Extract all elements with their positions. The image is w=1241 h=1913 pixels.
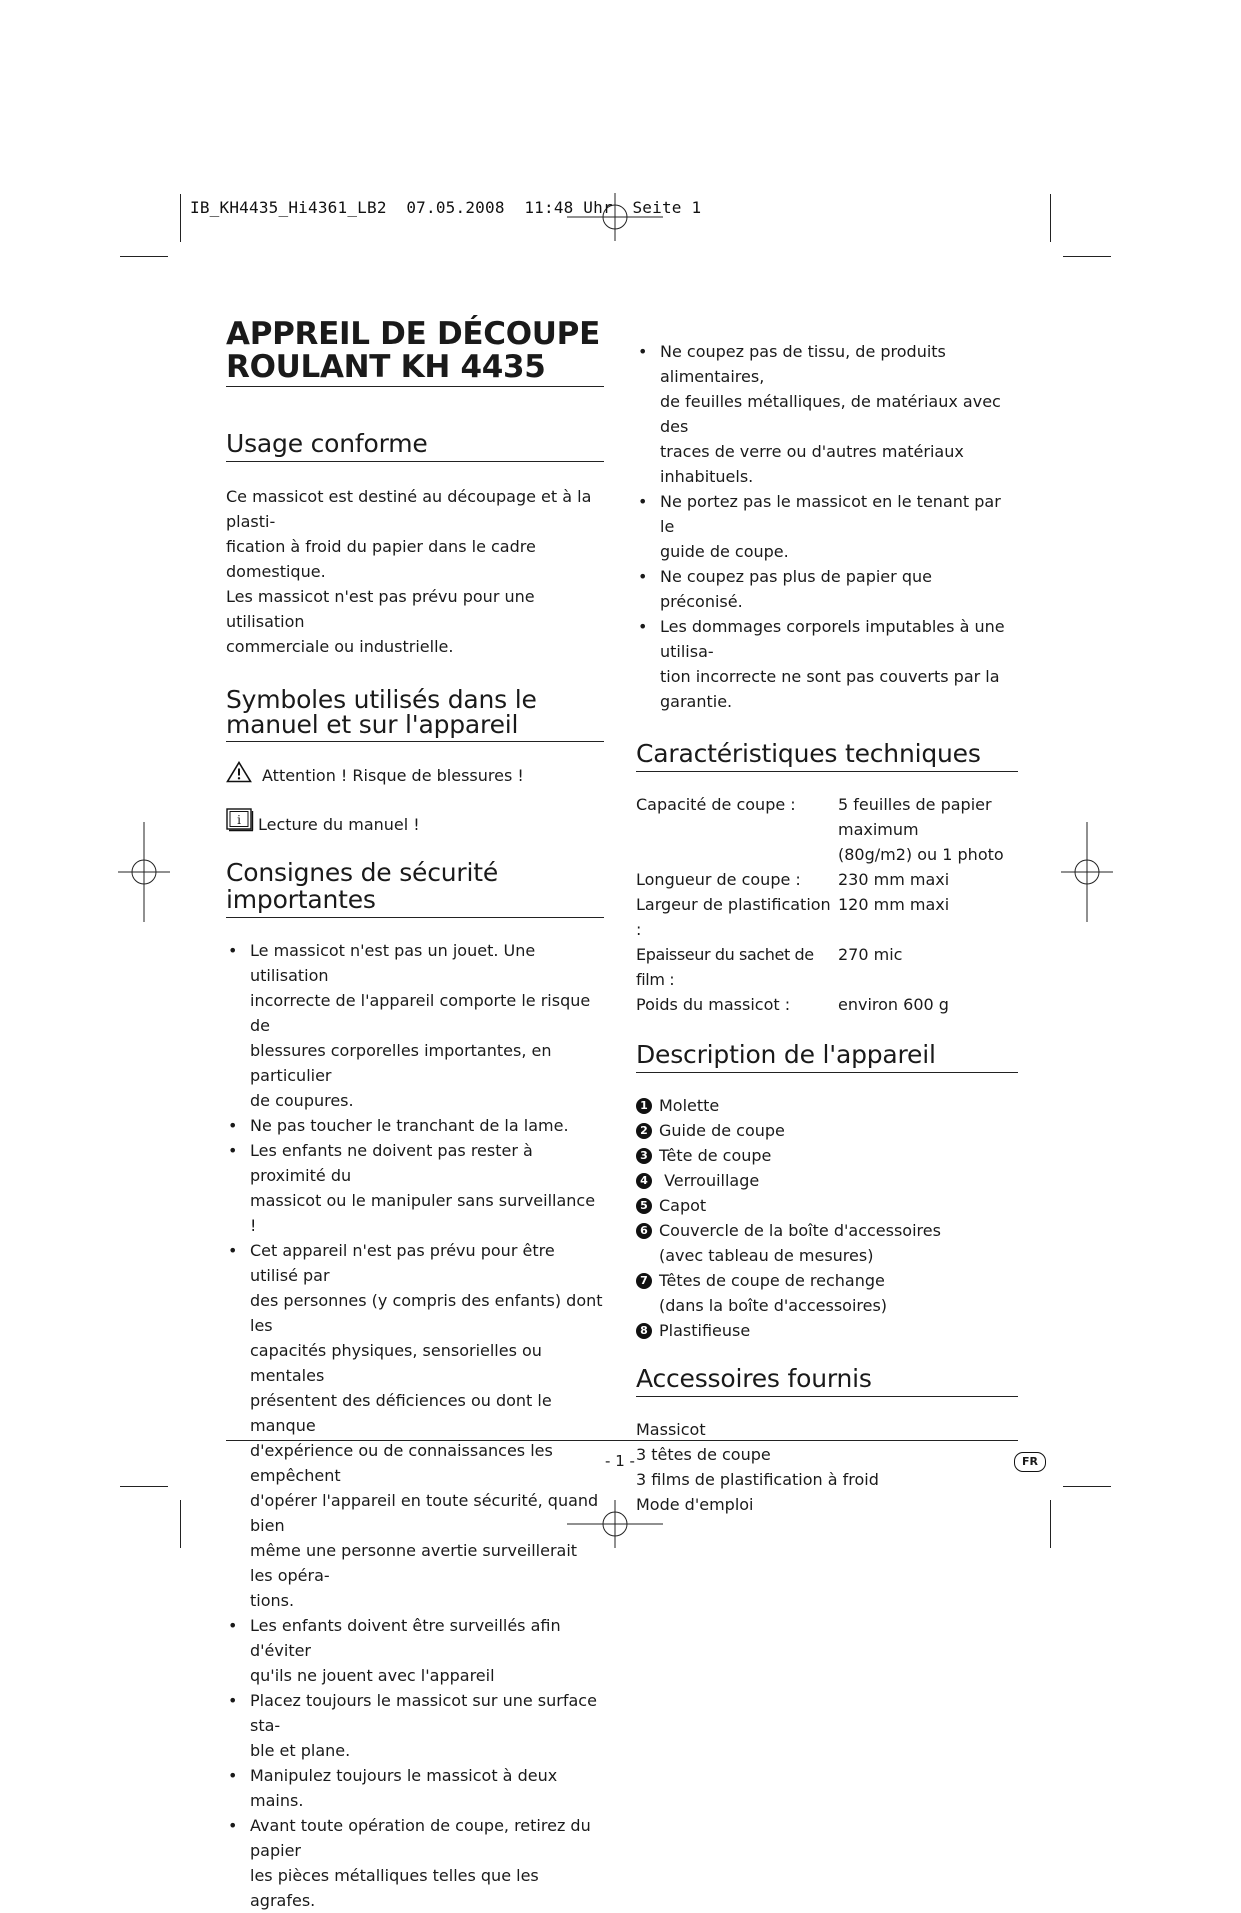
list-item xyxy=(636,1093,1018,1118)
description-list xyxy=(636,1093,1018,1343)
crop-mark xyxy=(180,194,181,242)
list-item xyxy=(636,339,1018,489)
manual-info-icon xyxy=(226,808,254,832)
list-item xyxy=(636,564,1018,614)
text-line: • Ne coupez pas plus de papier que préconisé. xyxy=(660,567,932,611)
section-heading-safety: Consignes de sécurité importantes xyxy=(226,859,604,918)
text-line: 120 mm maxi xyxy=(838,895,950,914)
list-item xyxy=(636,1118,1018,1143)
warning-triangle-icon xyxy=(226,761,252,783)
list-item xyxy=(226,1138,604,1238)
text-line: capacités physiques, sensorielles ou mentales xyxy=(250,1341,542,1385)
spec-value xyxy=(838,942,1004,992)
text-line: tions. xyxy=(250,1591,295,1610)
text-line: Têtes de coupe de rechange xyxy=(659,1271,885,1290)
table-row xyxy=(636,892,1004,942)
list-item: 3 têtes de coupe xyxy=(636,1445,771,1464)
text-line: 230 mm maxi xyxy=(838,870,950,889)
number-badge: 2 xyxy=(636,1123,652,1139)
text-line: d'opérer l'appareil en toute sécurité, quand bien xyxy=(250,1491,599,1535)
text-line: • Les dommages corporels imputables à une utilisa- xyxy=(660,617,1005,661)
number-badge: 5 xyxy=(636,1198,652,1214)
list-item xyxy=(636,1193,1018,1218)
text-line: Capot xyxy=(659,1196,707,1215)
spec-label: Poids du massicot : xyxy=(636,995,791,1014)
list-item: Mode d'emploi xyxy=(636,1495,754,1514)
left-column xyxy=(226,318,604,1913)
spec-value xyxy=(838,867,1004,892)
text-line: tion incorrecte ne sont pas couverts par la garantie. xyxy=(660,667,1000,711)
list-item xyxy=(636,1268,1018,1318)
spec-value xyxy=(838,792,1004,867)
text-line: Tête de coupe xyxy=(659,1146,772,1165)
list-item xyxy=(226,1113,604,1138)
spec-value xyxy=(838,992,1004,1017)
text-line: • Ne coupez pas de tissu, de produits alimentaires, xyxy=(660,342,946,386)
number-badge: 3 xyxy=(636,1148,652,1164)
usage-paragraph xyxy=(226,484,604,659)
text-line: des personnes (y compris des enfants) dont les xyxy=(250,1291,603,1335)
text-line: • Le massicot n'est pas un jouet. Une utilisation xyxy=(250,941,536,985)
list-item xyxy=(636,489,1018,564)
text-line: blessures corporelles importantes, en particulier xyxy=(250,1041,552,1085)
text-line: • Ne pas toucher le tranchant de la lame. xyxy=(250,1116,569,1135)
list-item xyxy=(226,1813,604,1913)
text-line: • Manipulez toujours le massicot à deux mains. xyxy=(250,1766,558,1810)
list-item: 3 films de plastification à froid xyxy=(636,1470,879,1489)
accessories-list xyxy=(636,1417,1018,1517)
text-line: commerciale ou industrielle. xyxy=(226,637,454,656)
warning-symbol-row xyxy=(226,760,604,788)
text-line: 5 feuilles de papier xyxy=(838,795,992,814)
text-line: qu'ils ne jouent avec l'appareil xyxy=(250,1666,495,1685)
list-item xyxy=(636,1143,1018,1168)
number-badge: 8 xyxy=(636,1323,652,1339)
text-line: • Ne portez pas le massicot en le tenant par le xyxy=(660,492,1001,536)
manual-symbol-text: Lecture du manuel ! xyxy=(258,815,420,834)
registration-mark-left xyxy=(118,822,170,922)
warning-symbol-text: Attention ! Risque de blessures ! xyxy=(262,766,524,785)
safety-list-continued xyxy=(636,339,1018,714)
text-line: Plastifieuse xyxy=(659,1321,751,1340)
text-line: fication à froid du papier dans le cadre domestique. xyxy=(226,537,536,581)
text-line: présentent des déficiences ou dont le manque xyxy=(250,1391,552,1435)
registration-mark-right xyxy=(1061,822,1113,922)
text-line: • Cet appareil n'est pas prévu pour être utilisé par xyxy=(250,1241,555,1285)
text-line: environ 600 g xyxy=(838,995,949,1014)
crop-mark xyxy=(1050,194,1051,242)
page-title-line: APPREIL DE DÉCOUPE xyxy=(226,316,600,352)
text-line: 270 mic xyxy=(838,945,903,964)
list-item xyxy=(636,1218,1018,1268)
crop-mark xyxy=(120,256,168,257)
page-number: - 1 - xyxy=(605,1452,635,1470)
text-line: • Placez toujours le massicot sur une surface sta- xyxy=(250,1691,597,1735)
text-line: maximum xyxy=(838,820,919,839)
text-line: incorrecte de l'appareil comporte le risque de xyxy=(250,991,591,1035)
section-heading-usage: Usage conforme xyxy=(226,430,604,462)
text-line: d'expérience ou de connaissances les empêchent xyxy=(250,1441,553,1485)
manual-icon-letter: i xyxy=(237,813,241,827)
heading-line: manuel et sur l'appareil xyxy=(226,710,519,739)
text-line: massicot ou le manipuler sans surveillance ! xyxy=(250,1191,596,1235)
section-heading-description: Description de l'appareil xyxy=(636,1041,1018,1073)
text-line: Verrouillage xyxy=(659,1171,760,1190)
text-line: les pièces métalliques telles que les agrafes. xyxy=(250,1866,539,1910)
section-heading-symbols xyxy=(226,687,604,742)
page-title xyxy=(226,318,604,387)
spec-label: Epaisseur du sachet de film : xyxy=(636,945,814,989)
text-line: • Les enfants doivent être surveillés afin d'éviter xyxy=(250,1616,561,1660)
number-badge: 4 xyxy=(636,1173,652,1189)
text-line: Ce massicot est destiné au découpage et à la plasti- xyxy=(226,487,592,531)
crop-mark xyxy=(1063,256,1111,257)
section-heading-accessories: Accessoires fournis xyxy=(636,1365,1018,1397)
table-row xyxy=(636,942,1004,992)
text-line: de feuilles métalliques, de matériaux avec des xyxy=(660,392,1001,436)
list-item xyxy=(226,1613,604,1688)
spec-label: Capacité de coupe : xyxy=(636,795,796,814)
crop-mark xyxy=(120,1486,168,1487)
text-line: Couvercle de la boîte d'accessoires xyxy=(659,1221,941,1240)
text-line: traces de verre ou d'autres matériaux inhabituels. xyxy=(660,442,964,486)
spec-label: Largeur de plastification : xyxy=(636,895,831,939)
spec-label: Longueur de coupe : xyxy=(636,870,801,889)
list-item xyxy=(636,1168,1018,1193)
list-item xyxy=(226,1763,604,1813)
crop-mark xyxy=(180,1500,181,1548)
list-item xyxy=(636,1318,1018,1343)
number-badge: 7 xyxy=(636,1273,652,1289)
text-line: (80g/m2) ou 1 photo xyxy=(838,845,1004,864)
text-line: (dans la boîte d'accessoires) xyxy=(659,1296,888,1315)
list-item xyxy=(226,1238,604,1613)
number-badge: 1 xyxy=(636,1098,652,1114)
text-line: Les massicot n'est pas prévu pour une utilisation xyxy=(226,587,535,631)
crop-mark xyxy=(1050,1500,1051,1548)
table-row xyxy=(636,992,1004,1017)
text-line: guide de coupe. xyxy=(660,542,789,561)
table-row xyxy=(636,792,1004,867)
table-row xyxy=(636,867,1004,892)
text-line: Molette xyxy=(659,1096,720,1115)
page-title-line: ROULANT KH 4435 xyxy=(226,349,546,385)
print-slug-line: IB_KH4435_Hi4361_LB2 07.05.2008 11:48 Uhr Seite 1 xyxy=(190,198,702,217)
language-badge: FR xyxy=(1014,1452,1046,1472)
number-badge: 6 xyxy=(636,1223,652,1239)
right-column xyxy=(636,339,1018,1517)
list-item: Massicot xyxy=(636,1420,706,1439)
text-line: • Avant toute opération de coupe, retirez du papier xyxy=(250,1816,591,1860)
list-item xyxy=(636,614,1018,714)
spec-value xyxy=(838,892,1004,942)
section-heading-specs: Caractéristiques techniques xyxy=(636,740,1018,772)
list-item xyxy=(226,1688,604,1763)
specs-table xyxy=(636,792,1004,1017)
manual-symbol-row xyxy=(226,808,604,837)
safety-list xyxy=(226,938,604,1913)
list-item xyxy=(226,938,604,1113)
heading-line: Symboles utilisés dans le xyxy=(226,685,537,714)
text-line: de coupures. xyxy=(250,1091,354,1110)
text-line: • Les enfants ne doivent pas rester à proximité du xyxy=(250,1141,533,1185)
text-line: ble et plane. xyxy=(250,1741,351,1760)
footer-rule xyxy=(226,1440,1018,1441)
text-line: même une personne avertie surveillerait les opéra- xyxy=(250,1541,578,1585)
crop-mark xyxy=(1063,1486,1111,1487)
text-line: Guide de coupe xyxy=(659,1121,785,1140)
text-line: (avec tableau de mesures) xyxy=(659,1246,874,1265)
